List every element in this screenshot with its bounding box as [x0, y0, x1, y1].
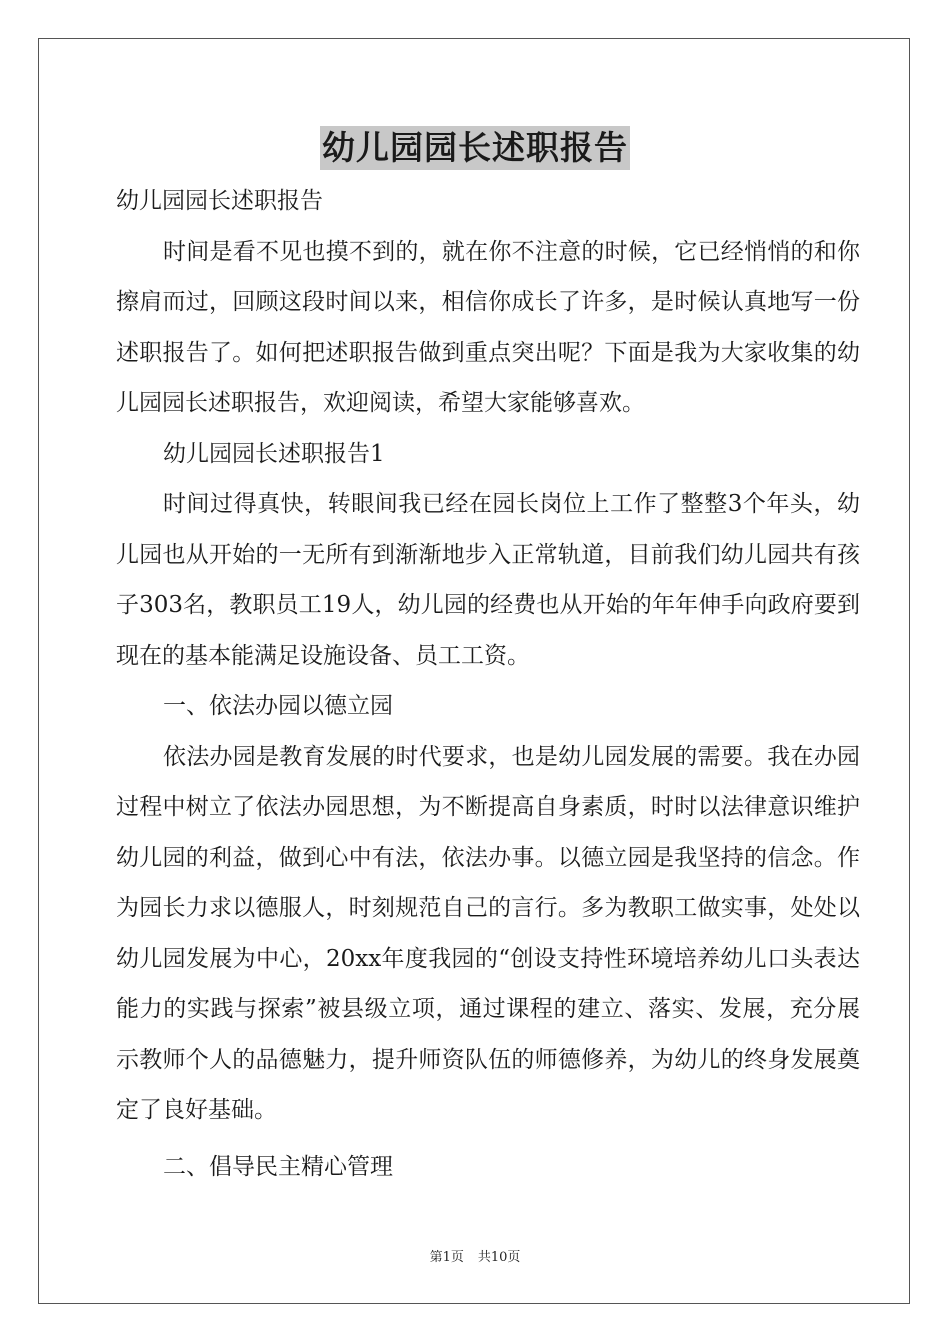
paragraph-overview: 时间过得真快，转眼间我已经在园长岗位上工作了整整3个年头，幼儿园也从开始的一无所有到渐渐地步入正常轨道，目前我们幼儿园共有孩子303名，教职员工19人，幼儿园的经费也从开始的年年伸手向政府要到现在的基本能满足设施设备、员工工资。 — [116, 491, 860, 669]
document-body — [116, 176, 860, 1192]
page-number: 第1页 — [429, 1250, 464, 1265]
page-total: 共10页 — [477, 1250, 521, 1265]
title-container — [0, 126, 950, 170]
section-heading-report-1: 幼儿园园长述职报告1 — [163, 440, 385, 467]
section-heading-1: 一、依法办园以德立园 — [163, 693, 393, 719]
document-subtitle: 幼儿园园长述职报告 — [116, 188, 323, 214]
page-footer — [0, 1246, 950, 1265]
paragraph-intro: 时间是看不见也摸不到的，就在你不注意的时候，它已经悄悄的和你擦肩而过，回顾这段时间以来，相信你成长了许多，是时候认真地写一份述职报告了。如何把述职报告做到重点突出呢？下面是我为大家收集的幼儿园园长述职报告，欢迎阅读，希望大家能够喜欢。 — [116, 238, 860, 416]
paragraph-law-morality: 依法办园是教育发展的时代要求，也是幼儿园发展的需要。我在办园过程中树立了依法办园思想，为不断提高自身素质，时时以法律意识维护幼儿园的利益，做到心中有法，依法办事。以德立园是我坚持的信念。作为园长力求以德服人，时刻规范自己的言行。多为教职工做实事，处处以幼儿园发展为中心，20xx年度我园的“创设支持性环境培养幼儿口头表达能力的实践与探索”被县级立项，通过课程的建立、落实、发展，充分展示教师个人的品德魅力，提升师资队伍的师德修养，为幼儿的终身发展奠定了良好基础。 — [116, 743, 860, 1123]
section-heading-2: 二、倡导民主精心管理 — [163, 1153, 393, 1180]
document-title: 幼儿园园长述职报告 — [320, 126, 630, 170]
